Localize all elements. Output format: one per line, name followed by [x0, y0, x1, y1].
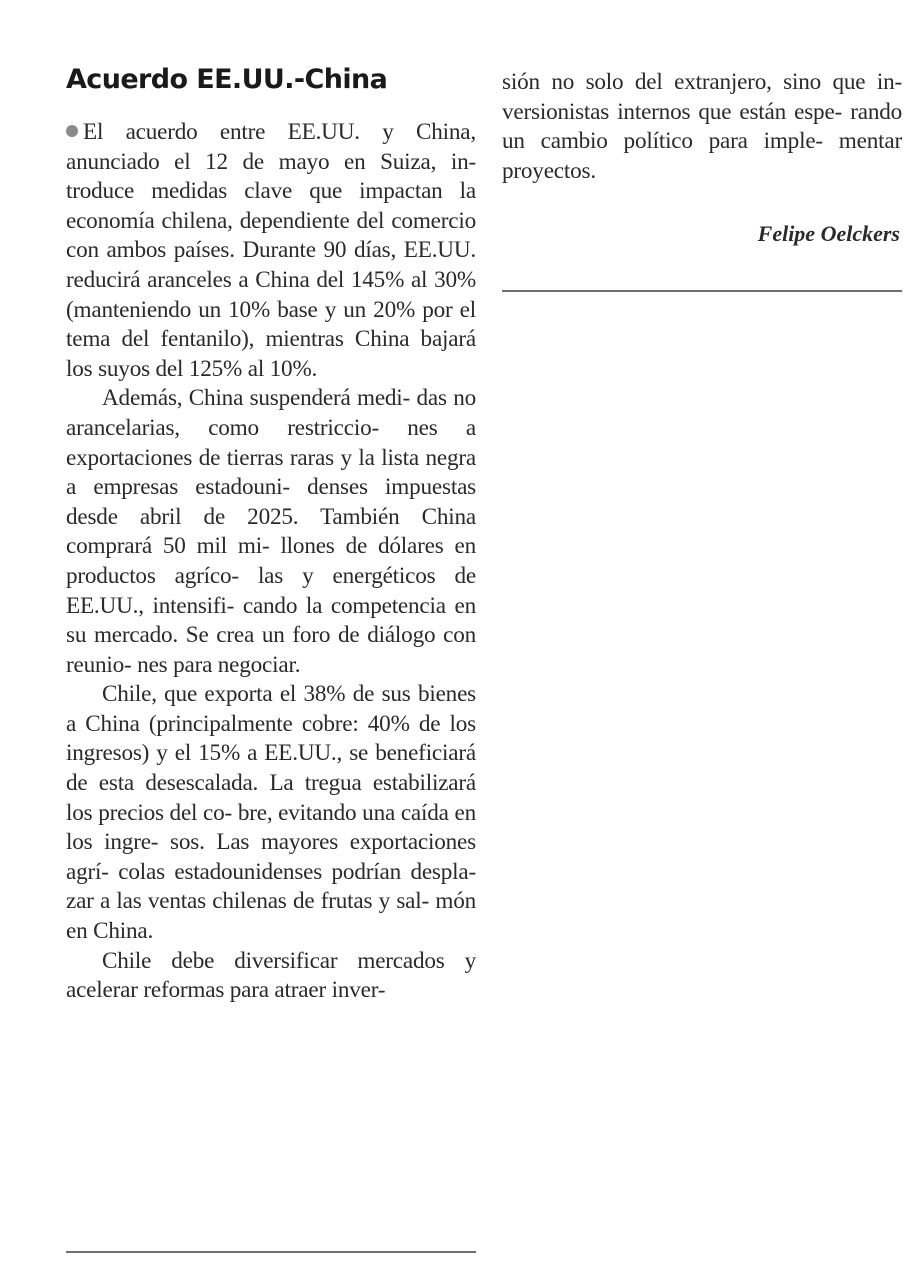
paragraph-4: Chile debe diversificar mercados y acelerar reformas para atraer inver-: [66, 947, 476, 1004]
paragraph-1: El acuerdo entre EE.UU. y China, anunciado el 12 de mayo en Suiza, in- troduce medidas clave que impactan la economía chilena, dependiente del comercio con ambos países. Durante 90 días, EE.UU. reducirá aranceles a China del 145% al 30% (manteniendo un 10% base y un 20% por el tema del fentanilo), mientras China bajará los suyos del 125% al 10%.: [66, 119, 477, 382]
bottom-divider: [66, 1251, 476, 1253]
article-body-left: [66, 118, 476, 1006]
right-column: [502, 68, 902, 248]
paragraph-3: Chile, que exporta el 38% de sus bienes a China (principalmente cobre: 40% de los ingresos) y el 15% a EE.UU., se beneficiará de esta desescalada. La tregua estabilizará los precios del co- bre, evitando una caída en los ingre- sos. Las mayores exportaciones agrí- colas estadounidenses podrían despla- zar a las ventas chilenas de frutas y sal- món en China.: [66, 681, 477, 945]
paragraph-2: Además, China suspenderá medi- das no arancelarias, como restriccio- nes a exportaciones de tierras raras y la lista negra a empresas estadouni- denses impuestas desde abril de 2025. También China comprará 50 mil mi- llones de dólares en productos agríco- las y energéticos de EE.UU., intensifi- cando la competencia en su mercado. Se crea un foro de diálogo con reunio- nes para negociar.: [66, 385, 476, 678]
paragraph-4-continued: sión no solo del extranjero, sino que in- versionistas internos que están espe- rando un cambio político para imple- mentar proyectos.: [502, 69, 902, 184]
bullet-icon: [66, 125, 78, 137]
article-body-right: [502, 68, 902, 186]
left-column: [66, 60, 476, 1006]
signature-divider: [502, 290, 902, 292]
author-signature: Felipe Oelckers: [757, 221, 900, 247]
headline: Acuerdo EE.UU.-China: [66, 64, 388, 95]
